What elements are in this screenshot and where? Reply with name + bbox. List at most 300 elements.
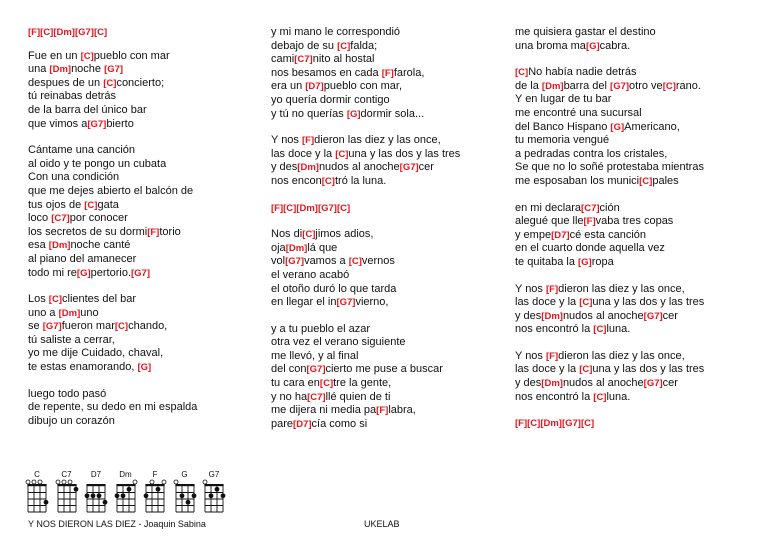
finger-dot (185, 500, 190, 505)
lyric-text: y tú no querías (271, 107, 347, 120)
chord-symbol: [G7] (104, 64, 124, 76)
chord-diagram-c (22, 470, 52, 515)
chord-diagram-name: C (34, 470, 40, 479)
lyric-text: vol (271, 255, 286, 268)
lyric-line (515, 242, 760, 256)
stanza (271, 323, 506, 432)
chord-diagram-name: C7 (61, 470, 72, 479)
lyric-text: a pedradas contra los cristales, (515, 147, 668, 160)
lyric-text: labra, (388, 404, 416, 417)
chord-symbol: [C] (579, 297, 593, 309)
fretboard (202, 479, 226, 515)
lyric-line (271, 80, 506, 94)
nut (175, 484, 194, 486)
lyric-text: oja (271, 241, 286, 254)
lyric-text: Y nos (515, 282, 546, 295)
chord-symbol: [C] (579, 364, 593, 376)
lyric-line (28, 239, 258, 253)
lyric-line (515, 26, 760, 40)
brand-footer: UKELAB (364, 519, 400, 529)
lyric-line (515, 107, 760, 121)
lyric-line (515, 121, 760, 135)
lyric-text: nos encon (271, 174, 322, 187)
nut (116, 484, 135, 486)
lyric-line (515, 175, 760, 189)
lyrics-column-3 (515, 0, 760, 431)
lyric-line (271, 391, 506, 405)
chord-symbol: [Dm] (49, 64, 72, 76)
nut (86, 484, 105, 486)
lyric-text: una y las dos y las tres (592, 296, 705, 309)
lyric-line (271, 404, 506, 418)
lyric-text: tu cara en (271, 377, 320, 390)
lyric-text: las doce y la (271, 147, 336, 160)
finger-dot (114, 493, 119, 498)
chord-symbol: [D7] (293, 418, 312, 430)
lyric-text: una y las dos y las tres (592, 363, 705, 376)
lyric-text: Fue en un (28, 49, 81, 62)
chord-symbol: [C] (48, 294, 62, 306)
lyric-line (271, 323, 506, 337)
finger-dot (73, 487, 78, 492)
lyric-line (28, 212, 258, 226)
lyric-line (271, 67, 506, 81)
chord-symbol: [F][C][Dm][G7][C] (271, 202, 351, 214)
fretboard (114, 479, 138, 515)
lyric-text: dieron las diez y las once, (558, 349, 685, 362)
lyric-line (515, 93, 760, 107)
lyric-line (28, 226, 258, 240)
lyric-text: cierto me puse a buscar (325, 363, 443, 376)
lyric-text: Y nos (515, 349, 546, 362)
lyric-text: por conocer (69, 212, 128, 225)
chord-symbol: [Dm] (541, 378, 563, 390)
lyric-line (271, 336, 506, 350)
lyric-text: nito al hostal (312, 53, 375, 66)
stanza (28, 293, 258, 375)
lyric-text: pertorio. (90, 266, 131, 279)
lyric-text: ción (599, 201, 620, 214)
lyric-text: los secretos de su dormi (28, 225, 148, 238)
stanza (28, 50, 258, 132)
lyric-text: se (28, 320, 43, 333)
chord-diagram-d7 (81, 470, 111, 515)
lyric-text: en el cuarto donde aquella vez (515, 242, 665, 255)
lyric-line (271, 134, 506, 148)
lyric-text: vamos a (304, 255, 349, 268)
lyric-line (271, 26, 506, 40)
chord-symbol: [C] (114, 321, 129, 333)
lyric-line (271, 296, 506, 310)
lyric-text: debajo de su (271, 39, 338, 52)
fretboard (25, 479, 49, 515)
chord-symbol: [D7] (551, 229, 570, 241)
lyric-text: barra del (563, 79, 611, 92)
lyric-text: yo quería dormir contigo (271, 93, 390, 106)
chord-symbol: [G] (610, 121, 625, 133)
lyric-text: nudos al anoche (318, 161, 400, 174)
open-string-marker (56, 480, 60, 484)
lyric-text: ropa (591, 255, 614, 268)
lyrics-body (515, 26, 760, 431)
lyric-text: clientes del bar (62, 293, 136, 306)
lyric-text: del Banco Hispano (515, 120, 611, 133)
chord-symbol: [F] (302, 135, 315, 147)
lyric-text: cé esta canción (569, 228, 646, 241)
lyric-line (515, 323, 760, 337)
lyric-text: al piano del amanecer (28, 252, 137, 265)
lyric-line (28, 334, 258, 348)
lyric-text: una (28, 63, 50, 76)
stanza (271, 202, 506, 216)
chord-diagram-c7 (52, 470, 82, 515)
lyric-text: de la barra del único bar (28, 103, 147, 116)
finger-dot (156, 487, 161, 492)
lyric-text: en mi declara (515, 201, 582, 214)
lyric-text: cabra. (599, 39, 631, 52)
lyric-line (271, 377, 506, 391)
lyric-line (271, 350, 506, 364)
stanza (271, 26, 506, 121)
lyric-text: te estas enamorando, (28, 361, 138, 374)
lyric-text: Cántame una canción (28, 144, 136, 157)
lyric-line (271, 283, 506, 297)
fretboard (173, 479, 197, 515)
stanza (515, 417, 760, 431)
lyric-line (515, 391, 760, 405)
chord-symbol: [Dm] (285, 242, 308, 254)
nut (57, 484, 76, 486)
open-string-marker (68, 480, 72, 484)
lyric-line (28, 77, 258, 91)
lyric-text: del con (271, 363, 307, 376)
chord-diagram-dm (111, 470, 141, 515)
lyric-text: nos encontró la (515, 390, 594, 403)
lyric-line (515, 310, 760, 324)
lyric-text: dieron las diez y las once, (558, 282, 685, 295)
finger-dot (179, 493, 184, 498)
chord-symbol: [C7] (581, 202, 600, 214)
lyric-text: Los (28, 293, 49, 306)
chord-symbol: [G7] (87, 118, 107, 130)
lyric-line (28, 199, 258, 213)
lyric-text: una y las dos y las tres (348, 147, 461, 160)
open-string-marker (174, 480, 178, 484)
lyric-text: y mi mano le correspondió (271, 26, 401, 38)
lyric-text: y empe (515, 228, 552, 241)
chord-symbol: [G] (76, 267, 91, 279)
lyric-line (515, 215, 760, 229)
lyric-text: No había nadie detrás (528, 66, 637, 79)
chord-symbol: [G7] (610, 80, 630, 92)
chord-symbol: [C7] (307, 391, 326, 403)
chord-symbol: [G7] (399, 162, 419, 174)
lyric-text: luna. (606, 323, 631, 336)
chord-symbol: [Dm] (297, 162, 319, 174)
chord-symbol: [F] (381, 67, 394, 79)
chord-symbol: [F] (546, 350, 559, 362)
chord-symbol: [C] (335, 148, 349, 160)
stanza (28, 144, 258, 280)
lyric-text: que vimos a (28, 117, 88, 130)
chord-symbol: [C7] (294, 54, 313, 66)
lyric-text: pueblo con mar (93, 49, 170, 62)
lyrics-body (271, 26, 506, 431)
lyric-text: me encontré una sucursal (515, 106, 642, 119)
lyric-line (271, 53, 506, 67)
lyric-text: alegué que lle (515, 215, 584, 228)
lyric-text: cía como si (311, 417, 368, 430)
lyric-text: uno a (28, 306, 59, 319)
lyric-line (271, 242, 506, 256)
open-string-marker (26, 480, 30, 484)
lyric-text: concierto; (116, 76, 165, 89)
lyric-line (28, 158, 258, 172)
lyric-line (28, 320, 258, 334)
lyric-text: las doce y la (515, 296, 580, 309)
lyric-line (28, 104, 258, 118)
chord-symbol: [C] (593, 324, 607, 336)
chord-symbol: [F] (546, 283, 559, 295)
chord-symbol: [C] (321, 175, 335, 187)
lyric-text: nos encontró la (515, 323, 594, 336)
chord-symbol: [C] (80, 50, 94, 62)
lyric-line (515, 363, 760, 377)
finger-dot (103, 500, 108, 505)
lyric-text: dormir sola... (360, 107, 425, 120)
lyric-text: despues de un (28, 76, 104, 89)
chord-diagram-name: G7 (208, 470, 220, 479)
lyric-text: me quisiera gastar el destino (515, 26, 656, 38)
lyric-text: tus ojos de (28, 198, 85, 211)
lyrics-column-1 (28, 0, 258, 428)
stanza (515, 202, 760, 270)
lyric-text: falda; (350, 39, 378, 52)
lyric-line (515, 148, 760, 162)
open-string-marker (150, 480, 154, 484)
lyric-text: farola, (393, 66, 425, 79)
nut (145, 484, 164, 486)
lyric-text: fueron mar (61, 320, 115, 333)
lyric-text: de repente, su dedo en mi espalda (28, 401, 198, 414)
lyric-text: me esposaban los munici (515, 174, 640, 187)
finger-dot (144, 493, 149, 498)
chord-symbol: [C] (348, 256, 362, 268)
lyric-line (271, 269, 506, 283)
lyric-text: el otoño duró lo que tarda (271, 282, 397, 295)
lyric-line (28, 347, 258, 361)
lyric-text: jimos adios, (315, 228, 374, 241)
chord-diagram-name: G (181, 470, 188, 479)
chord-sequence-header: [F][C][Dm][G7][C] (28, 27, 108, 38)
lyric-text: chando, (128, 320, 168, 333)
chord-diagram-name: D7 (90, 470, 102, 479)
chord-diagram-f (140, 470, 170, 515)
chord-symbol: [C] (84, 199, 98, 211)
chord-symbol: [C7] (51, 213, 70, 225)
lyric-text: todo mi re (28, 266, 77, 279)
chord-symbol: [G] (137, 362, 152, 374)
lyric-line (28, 253, 258, 267)
finger-dot (209, 493, 214, 498)
nut (27, 484, 46, 486)
lyrics-column-2 (271, 0, 506, 431)
stanza (515, 66, 760, 188)
stanza (515, 350, 760, 404)
lyric-line (28, 388, 258, 402)
lyric-text: dibujo un corazón (28, 414, 115, 427)
chord-symbol: [G7] (131, 267, 150, 279)
lyric-line (271, 94, 506, 108)
chord-diagram-name: F (152, 470, 158, 479)
chord-symbol: [G] (578, 256, 592, 268)
lyric-line (271, 148, 506, 162)
lyric-line (271, 161, 506, 175)
lyric-text: te quitaba la (515, 255, 578, 268)
lyric-line (515, 80, 760, 94)
lyric-text: que me dejes abierto el balcón de (28, 184, 194, 197)
lyric-text: cer (662, 309, 678, 322)
lyric-text: y a tu pueblo el azar (271, 322, 371, 335)
lyric-text: al oido y te pongo un cubata (28, 157, 167, 170)
lyric-text: vaba tres copas (595, 215, 674, 228)
chord-symbol: [G7] (643, 310, 663, 322)
lyric-line (271, 363, 506, 377)
chord-symbol: [C] (337, 40, 351, 52)
finger-dot (221, 493, 226, 498)
chord-symbol: [F] (583, 216, 596, 228)
lyric-text: uno (80, 306, 99, 319)
fretboard (55, 479, 79, 515)
chord-symbol: [C] (593, 391, 607, 403)
lyric-text: pare (271, 417, 294, 430)
lyric-line (515, 202, 760, 216)
lyric-text: tró la luna. (334, 174, 387, 187)
chord-symbol: [G] (585, 40, 600, 52)
chord-symbol: [G7] (336, 297, 356, 309)
stanza (28, 388, 258, 429)
chord-diagram-name: Dm (119, 470, 132, 479)
stanza (515, 283, 760, 337)
lyric-text: y des (271, 161, 298, 174)
lyric-line (28, 118, 258, 132)
lyric-text: loco (28, 212, 52, 225)
lyric-text: Se que no lo soñé protestaba mientras (515, 161, 704, 174)
stanza (271, 228, 506, 310)
open-string-marker (62, 480, 66, 484)
chord-symbol: [F] (376, 405, 389, 417)
lyric-text: cer (418, 161, 434, 174)
lyric-line (28, 90, 258, 104)
lyric-text: cami (271, 53, 295, 66)
lyric-text: torio (159, 225, 181, 238)
lyric-text: era un (271, 80, 306, 93)
lyric-text: noche canté (70, 239, 131, 252)
chord-symbol: [C] (302, 229, 316, 241)
chord-symbol: [C] (319, 378, 334, 390)
lyric-text: me dijera ni media pa (271, 404, 377, 417)
fretboard (143, 479, 167, 515)
lyric-line (271, 40, 506, 54)
chord-diagram-g (170, 470, 200, 515)
lyric-text: vernos (361, 255, 395, 268)
lyric-text: tre la gente, (333, 377, 392, 390)
lyric-text: nos besamos en cada (271, 66, 382, 79)
lyric-text: pales (652, 174, 679, 187)
lyric-line (515, 40, 760, 54)
lyric-text: esa (28, 239, 49, 252)
finger-dot (191, 493, 196, 498)
lyrics-body (28, 50, 258, 429)
lyric-line (515, 66, 760, 80)
chord-symbol: [C] (103, 77, 117, 89)
lyric-text: de la (515, 79, 542, 92)
lyric-text: el verano acabó (271, 268, 350, 281)
lyric-text: tu memoria vengué (515, 134, 610, 147)
lyric-line (515, 161, 760, 175)
stanza (271, 134, 506, 188)
chord-symbol: [D7] (305, 81, 324, 93)
lyric-line (515, 350, 760, 364)
lyric-text: Y en lugar de tu bar (515, 93, 612, 106)
lyric-text: bierto (106, 117, 134, 130)
chord-symbol: [G7] (42, 321, 62, 333)
open-string-marker (162, 480, 166, 484)
finger-dot (126, 487, 131, 492)
finger-dot (97, 493, 102, 498)
lyric-line (28, 185, 258, 199)
lyric-text: pueblo con mar, (323, 80, 403, 93)
lyric-text: Y nos (271, 134, 302, 147)
chord-diagrams (22, 470, 237, 518)
lyric-text: gata (97, 198, 119, 211)
open-string-marker (38, 480, 42, 484)
lyric-text: me llevó, y al final (271, 349, 359, 362)
lyric-text: luego todo pasó (28, 387, 107, 400)
lyric-text: nudos al anoche (562, 309, 644, 322)
lyric-line (28, 307, 258, 321)
chord-symbol: [Dm] (48, 240, 71, 252)
lyric-text: nudos al anoche (562, 377, 644, 390)
lyric-line (28, 144, 258, 158)
lyric-line (515, 134, 760, 148)
lyric-text: otra vez el verano siguiente (271, 336, 406, 349)
chord-symbol: [C] (662, 80, 676, 92)
lyric-text: yo me dije Cuidado, chaval, (28, 347, 164, 360)
lyric-text: noche (71, 63, 105, 76)
lyric-text: tú reinabas detrás (28, 90, 117, 103)
chord-diagram-g7 (199, 470, 229, 515)
lyric-line (515, 283, 760, 297)
chord-symbol: [G] (346, 108, 361, 120)
open-string-marker (32, 480, 36, 484)
lyric-line (271, 175, 506, 189)
lyric-line (28, 171, 258, 185)
finger-dot (44, 500, 49, 505)
lyric-line (28, 361, 258, 375)
lyric-text: y no ha (271, 390, 308, 403)
finger-dot (91, 493, 96, 498)
lyric-text: una broma ma (515, 39, 586, 52)
lyric-text: en llegar el in (271, 296, 337, 309)
finger-dot (85, 493, 90, 498)
lyric-text: vierno, (355, 296, 389, 309)
lyric-text: y des (515, 377, 542, 390)
chord-symbol: [Dm] (58, 307, 81, 319)
lyric-line (28, 267, 258, 281)
lyric-text: Nos di (271, 228, 303, 241)
chord-symbol: [G7] (643, 378, 663, 390)
